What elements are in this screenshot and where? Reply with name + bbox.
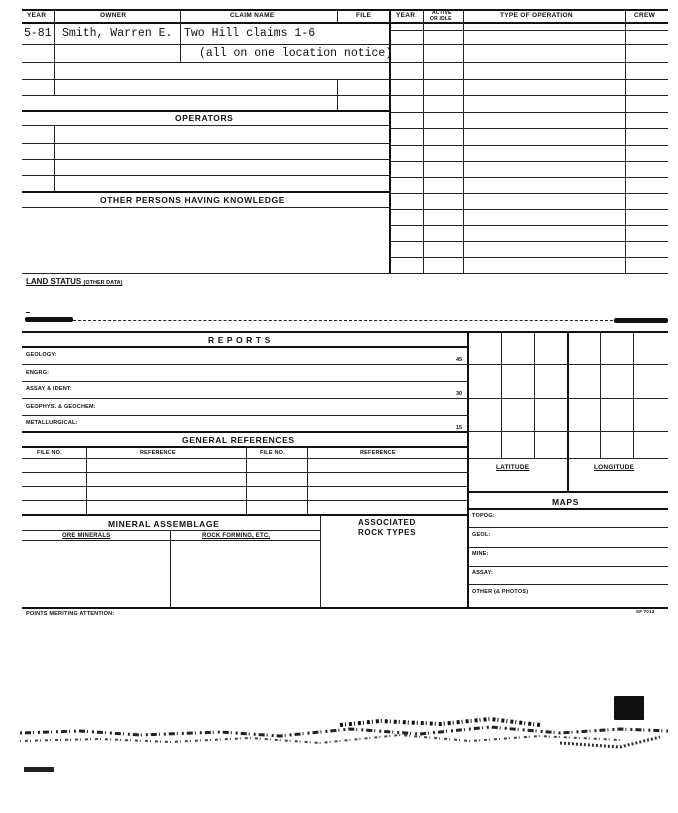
maps-mine: MINE: [472,551,489,557]
entry-note: (all on one location notice) [199,47,393,60]
header-year-2: YEAR [396,12,416,19]
mineral-assemblage-title: MINERAL ASSEMBLAGE [108,519,220,529]
entry-year: 5-81 [24,27,52,40]
header-owner: OWNER [100,12,127,19]
other-persons-label: OTHER PERSONS HAVING KNOWLEDGE [100,195,286,205]
maps-title: MAPS [552,497,579,507]
entry-claim: Two Hill claims 1-6 [184,27,316,40]
rock-types-label: ROCK TYPES [358,528,417,537]
maps-topog: TOPOG: [472,513,495,519]
ref-col-reference-2: REFERENCE [360,450,396,456]
report-geophys: GEOPHYS. & GEOCHEM: [26,404,96,410]
header-file: FILE [356,12,372,19]
ore-minerals-label: ORE MINERALS [62,533,111,539]
report-num-15: 15 [456,425,463,431]
report-metallurgical: METALLURGICAL: [26,420,78,426]
header-crew: CREW [634,12,656,19]
rock-forming-label: ROCK FORMING, ETC. [202,533,271,539]
header-type-of-operation: TYPE OF OPERATION [500,12,573,19]
maps-other: OTHER (& PHOTOS) [472,589,529,595]
header-or-idle: OR IDLE [430,16,452,22]
land-status-label: LAND STATUS (OTHER DATA) [26,277,123,286]
longitude-label: LONGITUDE [594,464,635,471]
associated-label: ASSOCIATED [358,518,416,527]
header-claim-name: CLAIM NAME [230,12,275,19]
maps-geol: GEOL: [472,532,491,538]
report-engrg: ENGRG: [26,370,50,376]
entry-owner: Smith, Warren E. [62,27,173,40]
ref-col-reference-1: REFERENCE [140,450,176,456]
header-year: YEAR [27,12,47,19]
points-meriting-attention: POINTS MERITING ATTENTION: [26,611,115,617]
report-num-30: 30 [456,391,463,397]
report-assay: ASSAY & IDENT: [26,386,72,392]
reports-title: R E P O R T S [208,335,271,345]
report-num-45: 45 [456,357,463,363]
maps-assay: ASSAY: [472,570,494,576]
scan-noise-band [20,715,670,775]
form-number: SF 7013 [636,609,655,614]
ref-col-file-no-1: FILE NO. [37,450,62,456]
ref-col-file-no-2: FILE NO. [260,450,285,456]
operators-label: OPERATORS [175,113,234,123]
latitude-label: LATITUDE [496,464,530,471]
header-active: ACTIVE [432,10,452,16]
general-references-title: GENERAL REFERENCES [182,435,295,445]
report-geology: GEOLOGY: [26,352,57,358]
